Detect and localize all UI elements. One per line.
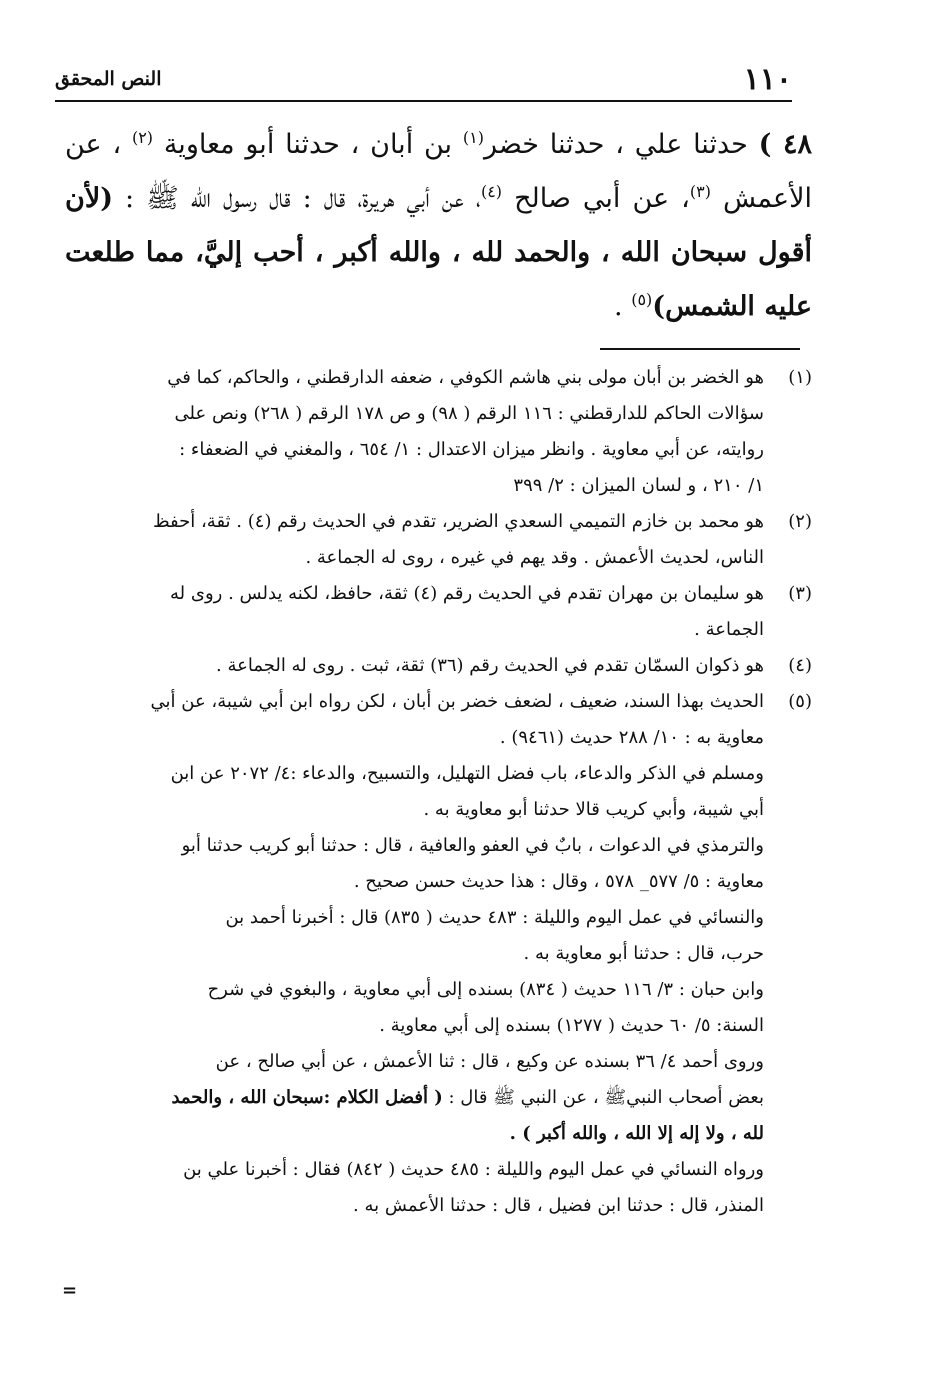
footnote-line: الحديث بهذا السند، ضعيف ، لضعف خضر بن أبان ، لكن رواه ابن أبي شيبة، عن أبي	[150, 691, 764, 712]
hadith-end: .	[614, 291, 632, 322]
footnote-number: (٢)	[788, 511, 812, 532]
hadith-matn: (لأن أقول سبحان الله ، والحمد لله ، والله أكبر ، أحب إليَّ، مما طلعت عليه الشمس)	[65, 183, 812, 322]
footnote-ref-1: (١)	[462, 128, 484, 147]
page-number: ١١٠	[743, 62, 792, 97]
hadith-text	[65, 118, 812, 334]
footnote-line: الناس، لحديث الأعمش . وقد يهم في غيره ، روى له الجماعة .	[305, 547, 764, 568]
footnote-line: حرب، قال : حدثنا أبو معاوية به .	[523, 943, 764, 964]
footnote-number: (١)	[788, 367, 812, 388]
hadith-isnad-part: حدثنا علي ، حدثنا خضر	[483, 129, 759, 160]
footnote-line	[60, 1080, 764, 1116]
footnote-ref-5: (٥)	[631, 290, 653, 309]
footnote-number: (٣)	[788, 583, 812, 604]
footnote-line: المنذر، قال : حدثنا ابن فضيل ، قال : حدثنا الأعمش به .	[353, 1195, 764, 1216]
footnote-line: السنة: ٥/ ٦٠ حديث ( ١٢٧٧) بسنده إلى أبي معاوية .	[379, 1015, 764, 1036]
page-header	[55, 60, 792, 102]
footnote-number: (٤)	[788, 655, 812, 676]
hadith-isnad-part: ، عن أبي صالح	[502, 183, 690, 214]
footnote-ref-3: (٣)	[689, 182, 711, 201]
footnote-2	[60, 504, 812, 576]
footnote-5	[60, 684, 812, 1224]
footnote-separator	[600, 348, 800, 350]
footnote-4	[60, 648, 812, 684]
footnote-3	[60, 576, 812, 648]
footnote-line: والنسائي في عمل اليوم والليلة : ٤٨٣ حديث ( ٨٣٥) قال : أخبرنا أحمد بن	[225, 907, 764, 928]
footnotes	[60, 360, 812, 1224]
hadith-number: ٤٨ )	[758, 129, 813, 160]
footnote-line: هو محمد بن خازم التميمي السعدي الضرير، تقدم في الحديث رقم (٤) . ثقة، أحفظ	[152, 511, 764, 532]
quoted-hadith-bold: ( أفضل الكلام :سبحان الله ، والحمد	[171, 1087, 443, 1108]
footnote-line-text: بعض أصحاب النبيﷺ ، عن النبي ﷺ قال :	[442, 1087, 764, 1108]
footnote-number: (٥)	[788, 691, 812, 712]
footnote-line: هو الخضر بن أبان مولى بني هاشم الكوفي ، ضعفه الدارقطني ، والحاكم، كما في	[167, 367, 764, 388]
footnote-line: ورواه النسائي في عمل اليوم والليلة : ٤٨٥ حديث ( ٨٤٢) فقال : أخبرنا علي بن	[183, 1159, 764, 1180]
footnote-line: الجماعة .	[694, 619, 764, 640]
footnote-ref-4: (٤)	[480, 182, 503, 201]
footnote-line: روايته، عن أبي معاوية . وانظر ميزان الاعتدال : ١/ ٦٥٤ ، والمغني في الضعفاء :	[179, 439, 764, 460]
footnote-line: سؤالات الحاكم للدارقطني : ١١٦ الرقم ( ٩٨) و ص ١٧٨ الرقم ( ٢٦٨) ونص على	[174, 403, 764, 424]
footnote-ref-2: (٢)	[131, 128, 154, 147]
footnote-line: معاوية : ٥/ ٥٧٧_ ٥٧٨ ، وقال : هذا حديث حسن صحيح .	[353, 871, 764, 892]
footnote-line: لله ، ولا إله إلا الله ، والله أكبر ) .	[509, 1123, 764, 1144]
footnote-1	[60, 360, 812, 504]
footnote-line: ومسلم في الذكر والدعاء، باب فضل التهليل، والتسبيح، والدعاء :٤/ ٢٠٧٢ عن ابن	[170, 763, 764, 784]
continuation-mark: =	[62, 1280, 78, 1301]
footnote-line: والترمذي في الدعوات ، بابٌ في العفو والعافية ، قال : حدثنا أبو كريب حدثنا أبو	[181, 835, 764, 856]
footnote-line: أبي شيبة، وأبي كريب قالا حدثنا أبو معاوية به .	[423, 799, 764, 820]
footnote-line: معاوية به : ١٠/ ٢٨٨ حديث (٩٤٦١) .	[499, 727, 764, 748]
footnote-line: وروى أحمد ٤/ ٣٦ بسنده عن وكيع ، قال : ثنا الأعمش ، عن أبي صالح ، عن	[215, 1051, 764, 1072]
footnote-line: هو ذكوان السمّان تقدم في الحديث رقم (٣٦) ثقة، ثبت . روى له الجماعة .	[216, 655, 764, 676]
hadith-isnad-part: ، عن الأعمش	[65, 129, 813, 214]
footnote-line: ١/ ٢١٠ ، و لسان الميزان : ٢/ ٣٩٩	[513, 475, 764, 496]
footnote-line: هو سليمان بن مهران تقدم في الحديث رقم (٤) ثقة، حافظ، لكنه يدلس . روى له	[170, 583, 764, 604]
hadith-isnad-part: بن أبان ، حدثنا أبو معاوية	[153, 129, 463, 160]
footnote-line: وابن حبان : ٣/ ١١٦ حديث ( ٨٣٤) بسنده إلى أبي معاوية ، والبغوي في شرح	[207, 979, 764, 1000]
hadith-isnad-part: ، عن أبي هريرة، قال : قال رسول الله ﷺ :	[113, 183, 481, 214]
running-title: النص المحقق	[55, 68, 162, 90]
